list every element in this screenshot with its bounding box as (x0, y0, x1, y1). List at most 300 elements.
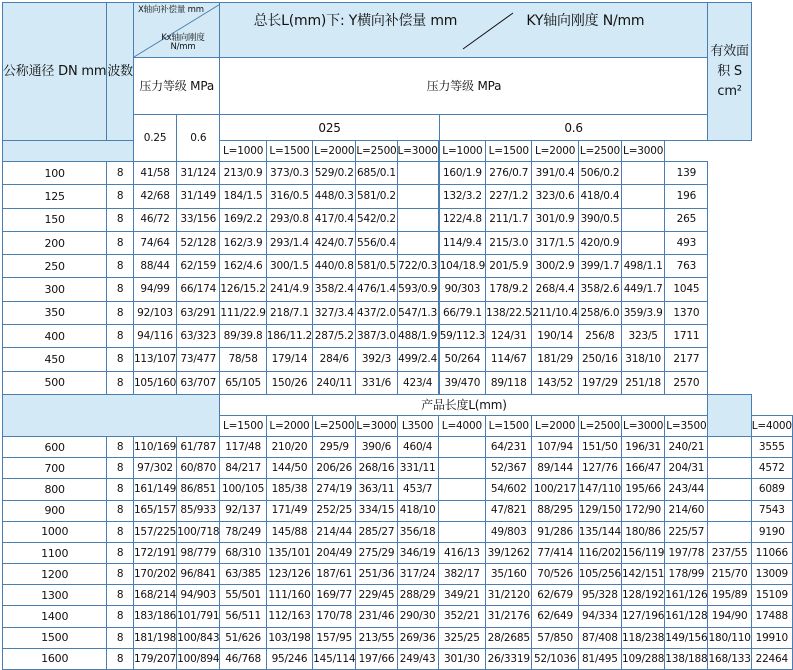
axial-06-cell: 73/477 (177, 348, 220, 371)
value-cell: 449/1.7 (622, 278, 665, 301)
area-label: 有效面积 S cm² (710, 43, 749, 99)
length-header: L=3000 (622, 415, 665, 436)
value-cell: 685/0.1 (356, 162, 397, 185)
value-cell: 197/29 (578, 371, 621, 394)
lower-body (3, 436, 793, 669)
value-cell: 240/21 (665, 436, 708, 457)
table-row (3, 371, 793, 394)
value-cell: 448/0.3 (313, 185, 356, 208)
dn-cell: 150 (3, 208, 107, 231)
value-cell: 346/19 (397, 542, 438, 563)
value-cell: 453/7 (397, 479, 438, 500)
dn-cell: 1200 (3, 564, 107, 585)
value-cell: 107/94 (532, 436, 578, 457)
value-cell: 231/46 (356, 606, 397, 627)
value-cell: 204/31 (665, 458, 708, 479)
dn-cell: 1000 (3, 521, 107, 542)
length-header: L=2000 (313, 141, 356, 162)
value-cell: 288/29 (397, 585, 438, 606)
value-cell: 437/2.0 (356, 301, 397, 324)
value-cell: 52/367 (486, 458, 532, 479)
value-cell: 218/7.1 (266, 301, 312, 324)
value-cell: 424/0.7 (313, 231, 356, 254)
axial-06-cell: 100/718 (177, 521, 220, 542)
value-cell: 104/18.9 (439, 255, 485, 278)
product-length-label: 产品长度L(mm) (220, 394, 708, 415)
value-cell: 111/160 (266, 585, 312, 606)
value-cell: 161/128 (665, 606, 708, 627)
axial-06-cell: 63/707 (177, 371, 220, 394)
value-cell: 123/126 (266, 564, 312, 585)
axial-06-cell: 63/291 (177, 301, 220, 324)
axial-025-cell: 92/103 (133, 301, 176, 324)
value-cell (438, 500, 485, 521)
waves-cell: 8 (107, 208, 134, 231)
value-cell: 300/2.9 (532, 255, 578, 278)
value-cell: 160/1.9 (439, 162, 485, 185)
value-cell: 31/2176 (486, 606, 532, 627)
value-cell: 241/4.9 (266, 278, 312, 301)
value-cell: 62/649 (532, 606, 578, 627)
axial-06-cell: 66/174 (177, 278, 220, 301)
value-cell: 56/511 (220, 606, 266, 627)
value-cell: 256/8 (578, 325, 621, 348)
value-cell: 28/2685 (486, 627, 532, 648)
value-cell: 91/286 (532, 521, 578, 542)
axial-06-cell: 31/124 (177, 162, 220, 185)
value-cell (708, 521, 751, 542)
value-cell: 39/1262 (486, 542, 532, 563)
value-cell: 213/0.9 (220, 162, 266, 185)
value-cell: 358/2.6 (578, 278, 621, 301)
value-cell: 499/2.4 (397, 348, 438, 371)
value-cell: 172/90 (622, 500, 665, 521)
value-cell: 349/21 (438, 585, 485, 606)
value-cell: 145/88 (266, 521, 312, 542)
area-cell: 3555 (751, 436, 792, 457)
dn-cell: 1100 (3, 542, 107, 563)
upper-body (3, 162, 793, 395)
axial-025-cell: 94/116 (133, 325, 176, 348)
length-header: L=3500 (665, 415, 708, 436)
value-cell (708, 500, 751, 521)
value-cell: 171/49 (266, 500, 312, 521)
axial-025-cell: 94/99 (133, 278, 176, 301)
waves-cell: 8 (107, 325, 134, 348)
table-row (3, 627, 793, 648)
value-cell: 390/6 (356, 436, 397, 457)
value-cell: 301/0.9 (532, 208, 578, 231)
axial-06-cell: 33/156 (177, 208, 220, 231)
value-cell (708, 436, 751, 457)
value-cell: 323/0.6 (532, 185, 578, 208)
value-cell: 363/11 (356, 479, 397, 500)
dn-cell: 500 (3, 371, 107, 394)
value-cell: 117/48 (220, 436, 266, 457)
value-cell (622, 231, 665, 254)
value-cell: 105/256 (578, 564, 621, 585)
dn-cell: 1600 (3, 648, 107, 669)
value-cell: 287/5.2 (313, 325, 356, 348)
value-cell: 143/52 (532, 371, 578, 394)
table-row (3, 436, 793, 457)
value-cell: 111/22.9 (220, 301, 266, 324)
value-cell: 318/10 (622, 348, 665, 371)
axial-025-cell: 105/160 (133, 371, 176, 394)
area-cell: 493 (665, 231, 708, 254)
waves-cell: 8 (107, 648, 134, 669)
value-cell: 88/295 (532, 500, 578, 521)
pressure-left: 压力等级 MPa (133, 58, 219, 115)
area-cell: 265 (665, 208, 708, 231)
value-cell: 197/66 (356, 648, 397, 669)
value-cell: 100/217 (532, 479, 578, 500)
length-header: L=3000 (622, 141, 665, 162)
dn-cell: 300 (3, 278, 107, 301)
value-cell: 417/0.4 (313, 208, 356, 231)
value-cell: 252/25 (313, 500, 356, 521)
waves-cell: 8 (107, 627, 134, 648)
axial-025-cell: 113/107 (133, 348, 176, 371)
area-cell: 2177 (665, 348, 708, 371)
value-cell: 39/470 (439, 371, 485, 394)
dn-cell: 1400 (3, 606, 107, 627)
table-row (3, 606, 793, 627)
blank-cell (3, 141, 134, 162)
value-cell: 89/144 (532, 458, 578, 479)
value-cell: 331/11 (397, 458, 438, 479)
value-cell: 64/231 (486, 436, 532, 457)
value-cell: 95/246 (266, 648, 312, 669)
length-header: L=2500 (356, 141, 397, 162)
value-cell: 89/39.8 (220, 325, 266, 348)
length-header: L=1000 (439, 141, 485, 162)
value-cell (708, 479, 751, 500)
table-row (3, 564, 793, 585)
value-cell: 214/44 (313, 521, 356, 542)
value-cell: 122/4.8 (439, 208, 485, 231)
value-cell: 327/3.4 (313, 301, 356, 324)
value-cell: 149/156 (665, 627, 708, 648)
value-cell (622, 162, 665, 185)
value-cell: 77/414 (532, 542, 578, 563)
waves-cell: 8 (107, 371, 134, 394)
value-cell: 147/110 (578, 479, 621, 500)
value-cell: 317/24 (397, 564, 438, 585)
axial-06-cell: 98/779 (177, 542, 220, 563)
value-cell: 78/249 (220, 521, 266, 542)
length-header: L=2000 (532, 415, 578, 436)
value-cell: 392/3 (356, 348, 397, 371)
value-cell: 547/1.3 (397, 301, 438, 324)
value-cell: 323/5 (622, 325, 665, 348)
value-cell: 237/55 (708, 542, 751, 563)
axial-025-cell: 183/186 (133, 606, 176, 627)
value-cell: 26/3319 (486, 648, 532, 669)
value-cell: 290/30 (397, 606, 438, 627)
value-cell: 118/238 (622, 627, 665, 648)
value-cell: 66/79.1 (439, 301, 485, 324)
value-cell: 581/0.5 (356, 255, 397, 278)
axial-025-cell: 88/44 (133, 255, 176, 278)
value-cell: 35/160 (486, 564, 532, 585)
value-cell: 316/0.5 (266, 185, 312, 208)
value-cell (438, 479, 485, 500)
value-cell: 358/2.4 (313, 278, 356, 301)
axial-025-cell: 46/72 (133, 208, 176, 231)
value-cell: 423/4 (397, 371, 438, 394)
value-cell: 258/6.0 (578, 301, 621, 324)
value-cell: 301/30 (438, 648, 485, 669)
area-cell: 9190 (751, 521, 792, 542)
dn-cell: 400 (3, 325, 107, 348)
waves-header: 波数 (107, 3, 134, 141)
lower-area-blank (708, 394, 751, 436)
value-cell: 81/495 (578, 648, 621, 669)
table-row (3, 500, 793, 521)
value-cell: 334/15 (356, 500, 397, 521)
dn-cell: 1300 (3, 585, 107, 606)
value-cell (397, 231, 438, 254)
value-cell: 204/49 (313, 542, 356, 563)
value-cell: 275/29 (356, 542, 397, 563)
value-cell: 356/18 (397, 521, 438, 542)
value-cell: 190/14 (532, 325, 578, 348)
value-cell: 65/105 (220, 371, 266, 394)
axial-025-cell: 41/58 (133, 162, 176, 185)
area-cell: 15109 (751, 585, 792, 606)
value-cell: 593/0.9 (397, 278, 438, 301)
value-cell: 215/70 (708, 564, 751, 585)
value-cell (438, 436, 485, 457)
value-cell: 251/36 (356, 564, 397, 585)
table-row (3, 585, 793, 606)
value-cell: 251/18 (622, 371, 665, 394)
value-cell: 250/16 (578, 348, 621, 371)
dn-cell: 900 (3, 500, 107, 521)
title-k: KY轴向刚度 N/mm (526, 13, 645, 29)
value-cell: 195/89 (708, 585, 751, 606)
value-cell: 391/0.4 (532, 162, 578, 185)
axial-06-cell: 96/841 (177, 564, 220, 585)
axial-06-cell: 86/851 (177, 479, 220, 500)
dn-header: 公称通径 DN mm (3, 3, 107, 141)
length-header: L=4000 (438, 415, 485, 436)
diagonal-header (133, 3, 219, 58)
length-header: L=2500 (313, 415, 356, 436)
value-cell: 127/76 (578, 458, 621, 479)
value-cell: 62/679 (532, 585, 578, 606)
waves-cell: 8 (107, 458, 134, 479)
table-row (3, 301, 793, 324)
value-cell: 150/26 (266, 371, 312, 394)
value-cell: 59/112.3 (439, 325, 485, 348)
value-cell: 142/151 (622, 564, 665, 585)
value-cell: 127/196 (622, 606, 665, 627)
area-cell: 11066 (751, 542, 792, 563)
value-cell: 268/16 (356, 458, 397, 479)
value-cell: 52/1036 (532, 648, 578, 669)
title-diagonal (220, 3, 765, 58)
table-row (3, 648, 793, 669)
area-cell: 7543 (751, 500, 792, 521)
axial-06-cell: 94/903 (177, 585, 220, 606)
axial-025-cell: 97/302 (133, 458, 176, 479)
value-cell (397, 185, 438, 208)
waves-cell: 8 (107, 231, 134, 254)
axial-025-cell: 168/214 (133, 585, 176, 606)
value-cell: 135/144 (578, 521, 621, 542)
value-cell: 138/22.5 (486, 301, 532, 324)
value-cell: 144/50 (266, 458, 312, 479)
value-cell (397, 162, 438, 185)
waves-cell: 8 (107, 521, 134, 542)
length-header: L=1500 (486, 415, 532, 436)
length-header: L=1500 (266, 141, 312, 162)
table-row (3, 162, 793, 185)
value-cell: 581/0.2 (356, 185, 397, 208)
x-comp-label: X轴向补偿量 mm (138, 5, 204, 15)
value-cell: 63/385 (220, 564, 266, 585)
value-cell: 180/86 (622, 521, 665, 542)
title-cell (220, 3, 708, 58)
value-cell: 240/11 (313, 371, 356, 394)
length-header: L=2000 (266, 415, 312, 436)
dn-cell: 200 (3, 231, 107, 254)
value-cell: 352/21 (438, 606, 485, 627)
value-cell: 51/626 (220, 627, 266, 648)
value-cell (438, 521, 485, 542)
length-header: L=3000 (356, 415, 397, 436)
dn-cell: 125 (3, 185, 107, 208)
value-cell: 206/26 (313, 458, 356, 479)
value-cell: 440/0.8 (313, 255, 356, 278)
value-cell: 197/78 (665, 542, 708, 563)
waves-cell: 8 (107, 479, 134, 500)
table-row (3, 458, 793, 479)
area-cell: 4572 (751, 458, 792, 479)
value-cell: 420/0.9 (578, 231, 621, 254)
axial-025-cell: 161/149 (133, 479, 176, 500)
axial-025-cell: 181/198 (133, 627, 176, 648)
value-cell: 78/58 (220, 348, 266, 371)
waves-cell: 8 (107, 162, 134, 185)
value-cell (397, 208, 438, 231)
value-cell: 103/198 (266, 627, 312, 648)
value-cell (438, 458, 485, 479)
area-cell: 196 (665, 185, 708, 208)
value-cell: 196/31 (622, 436, 665, 457)
value-cell: 46/768 (220, 648, 266, 669)
area-cell: 139 (665, 162, 708, 185)
waves-cell: 8 (107, 436, 134, 457)
length-header: L=1000 (220, 141, 266, 162)
value-cell (622, 208, 665, 231)
area-cell: 1045 (665, 278, 708, 301)
value-cell: 100/105 (220, 479, 266, 500)
value-cell: 195/66 (622, 479, 665, 500)
table-row (3, 231, 793, 254)
table-row (3, 348, 793, 371)
value-cell: 166/47 (622, 458, 665, 479)
value-cell: 89/118 (486, 371, 532, 394)
value-cell: 229/45 (356, 585, 397, 606)
axial-06-cell: 61/787 (177, 436, 220, 457)
axial-025-cell: 170/202 (133, 564, 176, 585)
waves-cell: 8 (107, 500, 134, 521)
value-cell: 151/50 (578, 436, 621, 457)
value-cell: 201/5.9 (486, 255, 532, 278)
p-06: 0.6 (439, 115, 708, 141)
p-left-a: 0.25 (133, 115, 176, 162)
value-cell: 506/0.2 (578, 162, 621, 185)
value-cell: 722/0.3 (397, 255, 438, 278)
value-cell: 416/13 (438, 542, 485, 563)
length-header: L=4000 (751, 415, 792, 436)
axial-06-cell: 62/159 (177, 255, 220, 278)
pressure-right: 压力等级 MPa (220, 58, 708, 115)
value-cell: 70/526 (532, 564, 578, 585)
value-cell: 227/1.2 (486, 185, 532, 208)
waves-cell: 8 (107, 348, 134, 371)
length-header: L3500 (397, 415, 438, 436)
value-cell: 225/57 (665, 521, 708, 542)
value-cell: 87/408 (578, 627, 621, 648)
axial-025-cell: 179/207 (133, 648, 176, 669)
dn-cell: 800 (3, 479, 107, 500)
value-cell: 138/188 (665, 648, 708, 669)
table-row (3, 479, 793, 500)
axial-06-cell: 60/870 (177, 458, 220, 479)
length-header: L=3000 (397, 141, 438, 162)
value-cell: 112/163 (266, 606, 312, 627)
area-cell: 763 (665, 255, 708, 278)
table-row (3, 542, 793, 563)
upper-length-row (3, 141, 793, 162)
value-cell: 214/60 (665, 500, 708, 521)
value-cell: 387/3.0 (356, 325, 397, 348)
value-cell: 293/1.4 (266, 231, 312, 254)
waves-cell: 8 (107, 278, 134, 301)
area-cell: 2570 (665, 371, 708, 394)
value-cell: 274/19 (313, 479, 356, 500)
dn-cell: 700 (3, 458, 107, 479)
value-cell: 129/150 (578, 500, 621, 521)
length-header: L=2500 (578, 141, 621, 162)
area-cell: 13009 (751, 564, 792, 585)
axial-025-cell: 110/169 (133, 436, 176, 457)
value-cell: 94/334 (578, 606, 621, 627)
value-cell: 390/0.5 (578, 208, 621, 231)
length-header: L=1500 (220, 415, 266, 436)
value-cell: 135/101 (266, 542, 312, 563)
waves-cell: 8 (107, 542, 134, 563)
title-y: 总长L(mm)下: Y横向补偿量 mm (253, 13, 458, 29)
value-cell: 184/1.5 (220, 185, 266, 208)
dn-cell: 450 (3, 348, 107, 371)
axial-06-cell: 52/128 (177, 231, 220, 254)
value-cell: 331/6 (356, 371, 397, 394)
value-cell: 124/31 (486, 325, 532, 348)
dn-cell: 100 (3, 162, 107, 185)
value-cell: 178/9.2 (486, 278, 532, 301)
value-cell: 178/99 (665, 564, 708, 585)
value-cell: 284/6 (313, 348, 356, 371)
table-row (3, 255, 793, 278)
value-cell: 382/17 (438, 564, 485, 585)
value-cell: 542/0.2 (356, 208, 397, 231)
area-cell: 22464 (751, 648, 792, 669)
